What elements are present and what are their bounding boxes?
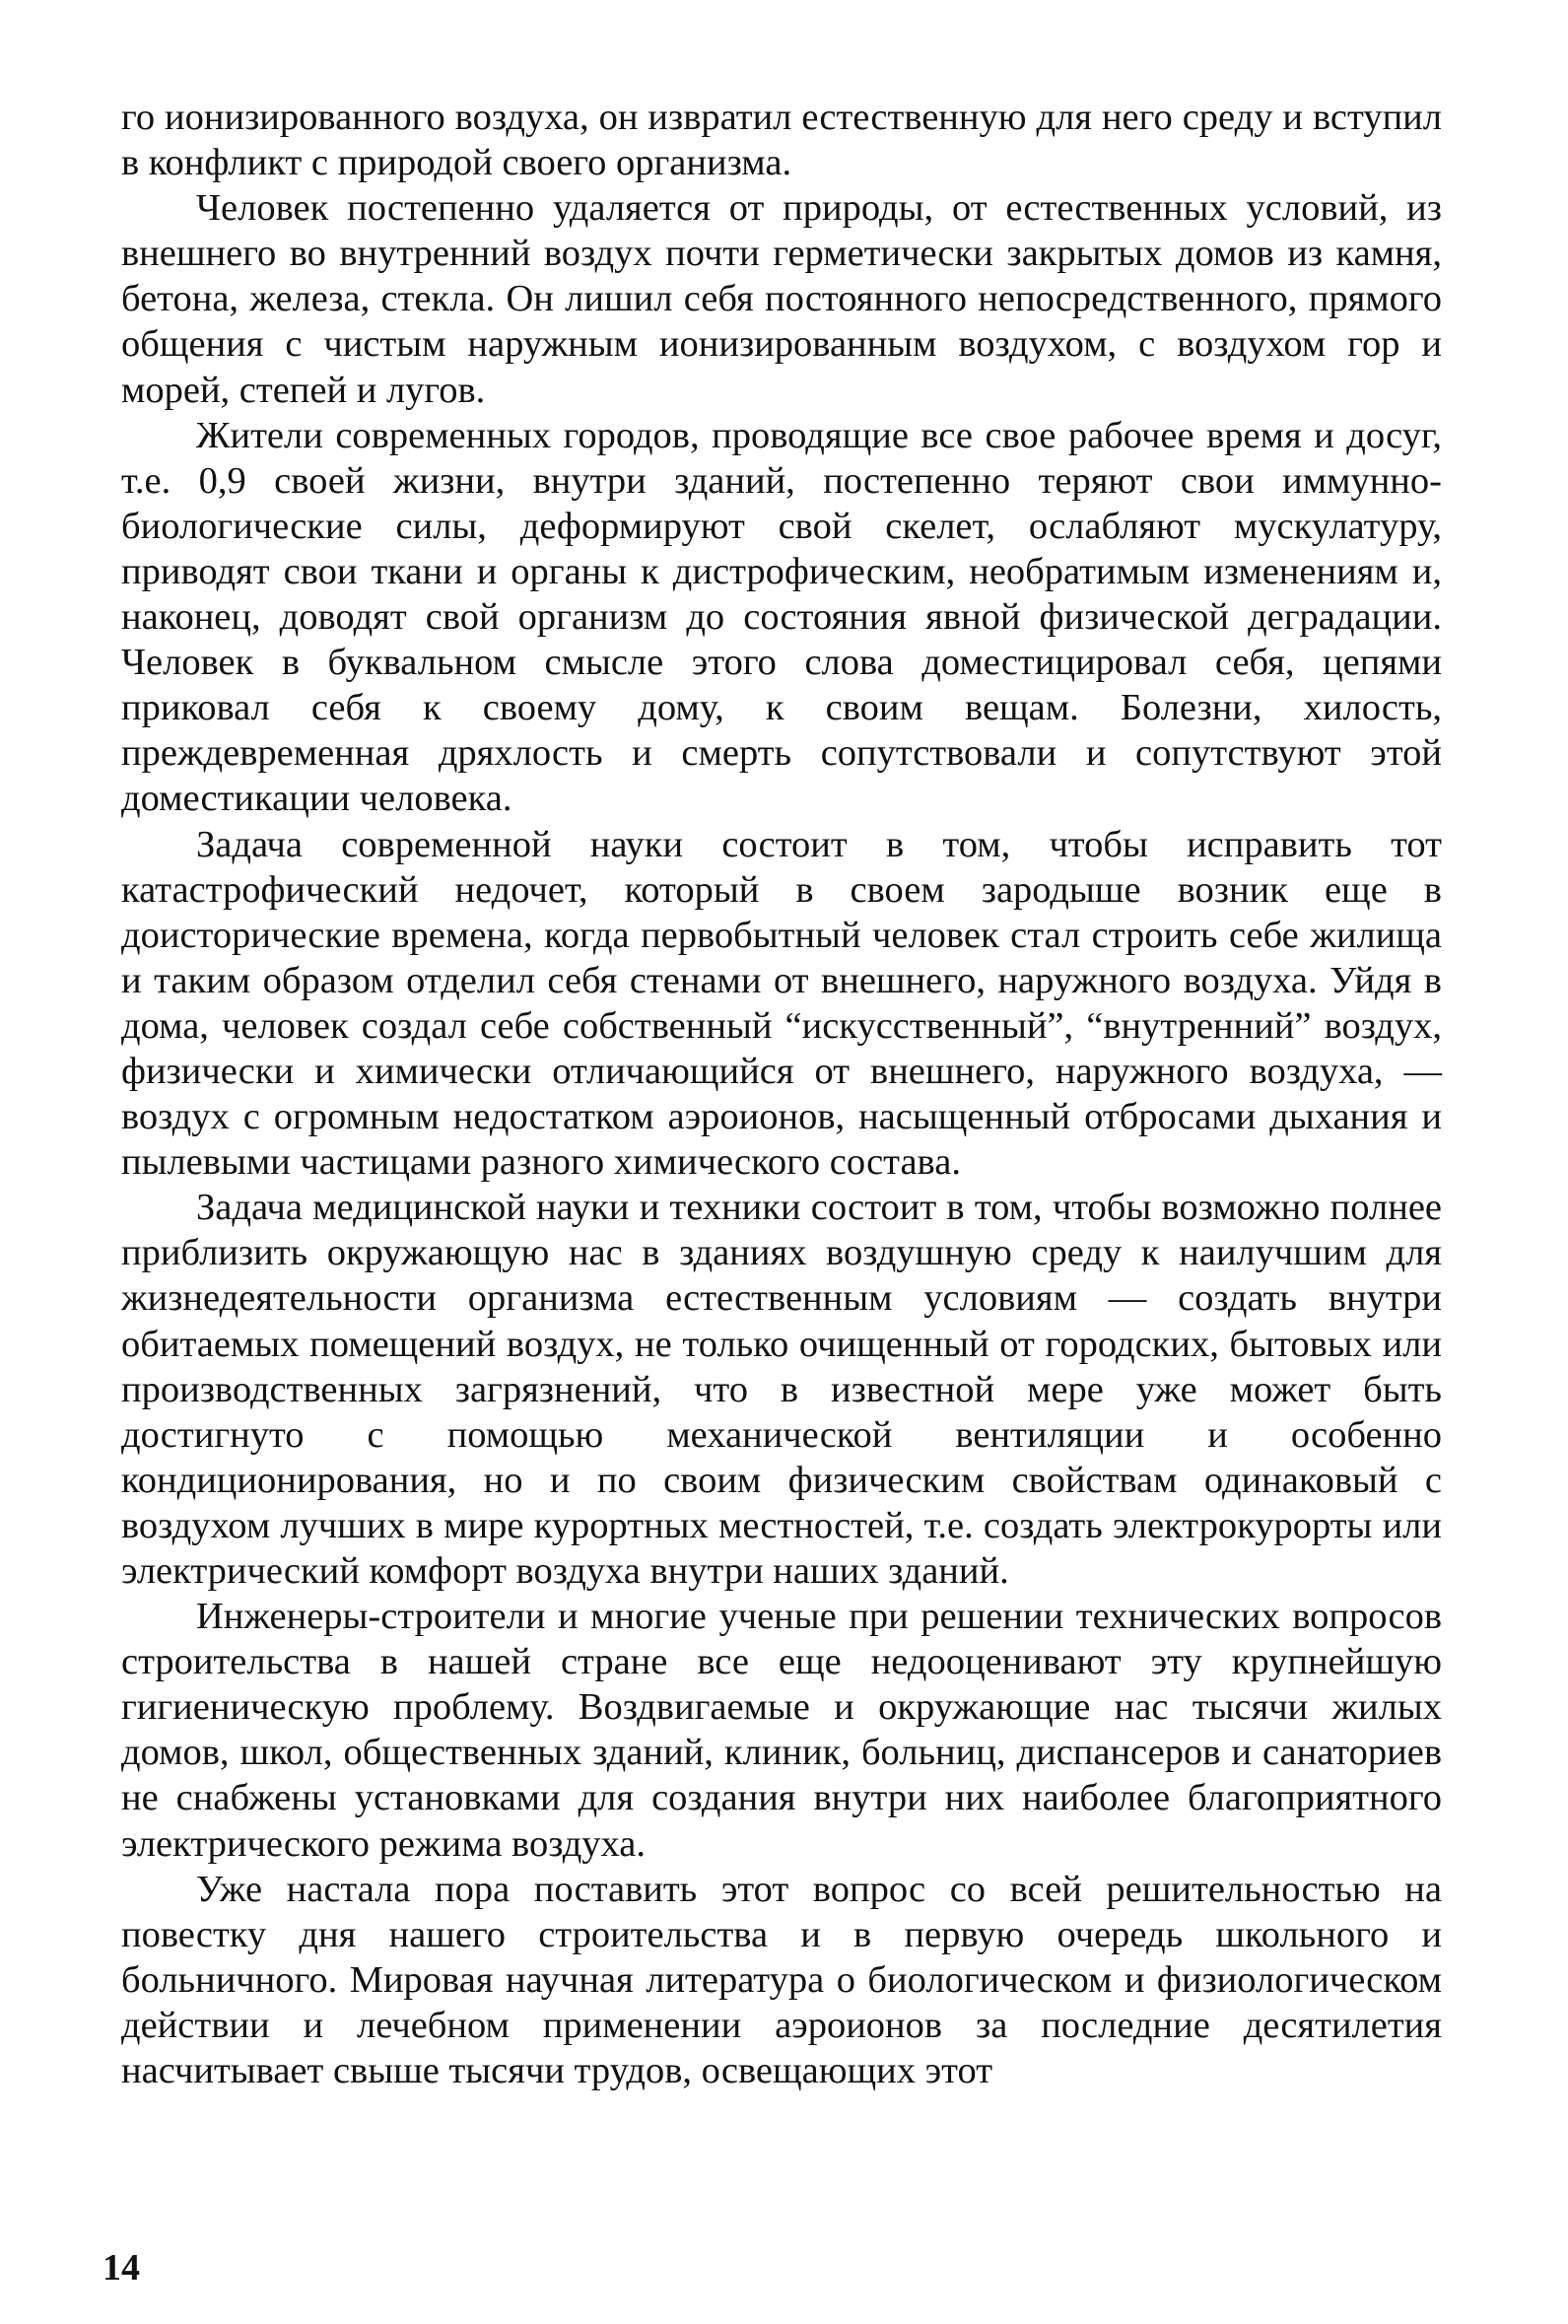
body-text bbox=[121, 95, 1442, 2093]
paragraph-3: Жители современных городов, проводящие все свое рабочее время и досуг, т.е. 0,9 своей жизни, внутри зданий, постепенно теряют свои иммунно-биологические силы, деформируют свой скелет, ослабляют мускулатуру, приводят свои ткани и органы к дистрофическим, необратимым изменениям и, наконец, доводят свой организм до состояния явной физической деградации. Человек в буквальном смысле этого слова доместицировал себя, цепями приковал себя к своему дому, к своим вещам. Болезни, хилость, преждевременная дряхлость и смерть сопутствовали и сопутствуют этой доместикации человека. bbox=[121, 414, 1442, 820]
paragraph-7: Уже настала пора поставить этот вопрос со всей решительностью на повестку дня нашего строительства и в первую очередь школьного и больничного. Мировая научная литература о биологическом и физиологическом действии и лечебном применении аэроионов за последние десятилетия насчитывает свыше тысячи трудов, освещающих этот bbox=[121, 1868, 1442, 2092]
paragraph-2: Человек постепенно удаляется от природы, от естественных условий, из внешнего во внутренний воздух почти герметически закрытых домов из камня, бетона, железа, стекла. Он лишил себя постоянного непосредственного, прямого общения с чистым наружным ионизированным воздухом, с воздухом гор и морей, степей и лугов. bbox=[121, 187, 1442, 411]
paragraph-1: го ионизированного воздуха, он извратил естественную для него среду и вступил в конфликт с природой своего организма. bbox=[121, 97, 1442, 184]
paragraph-6: Инженеры-строители и многие ученые при решении технических вопросов строительства в нашей стране все еще недооценивают эту крупнейшую гигиеническую проблему. Воздвигаемые и окружающие нас тысячи жилых домов, школ, общественных зданий, клиник, больниц, диспансеров и санаториев не снабжены установками для создания внутри них наиболее благоприятного электрического режима воздуха. bbox=[121, 1596, 1442, 1865]
page-number: 14 bbox=[102, 2247, 140, 2289]
paragraph-5: Задача медицинской науки и техники состоит в том, чтобы возможно полнее приблизить окружающую нас в зданиях воздушную среду к наилучшим для жизнедеятельности организма естественным условиям — создать внутри обитаемых помещений воздух, не только очищенный от городских, бытовых или производственных загрязнений, что в известной мере уже может быть достигнуто с помощью механической вентиляции и особенно кондиционирования, но и по своим физическим свойствам одинаковый с воздухом лучших в мире курортных местностей, т.е. создать электрокурорты или электрический комфорт воздуха внутри наших зданий. bbox=[121, 1187, 1442, 1592]
paragraph-4: Задача современной науки состоит в том, чтобы исправить тот катастрофический недочет, который в своем зародыше возник еще в доисторические времена, когда первобытный человек стал строить себе жилища и таким образом отделил себя стенами от внешнего, наружного воздуха. Уйдя в дома, человек создал себе собственный “искусственный”, “внутренний” воздух, физически и химически отличающийся от внешнего, наружного воздуха, — воздух с огромным недостатком аэроионов, насыщенный отбросами дыхания и пылевыми частицами разного химического состава. bbox=[121, 823, 1442, 1184]
